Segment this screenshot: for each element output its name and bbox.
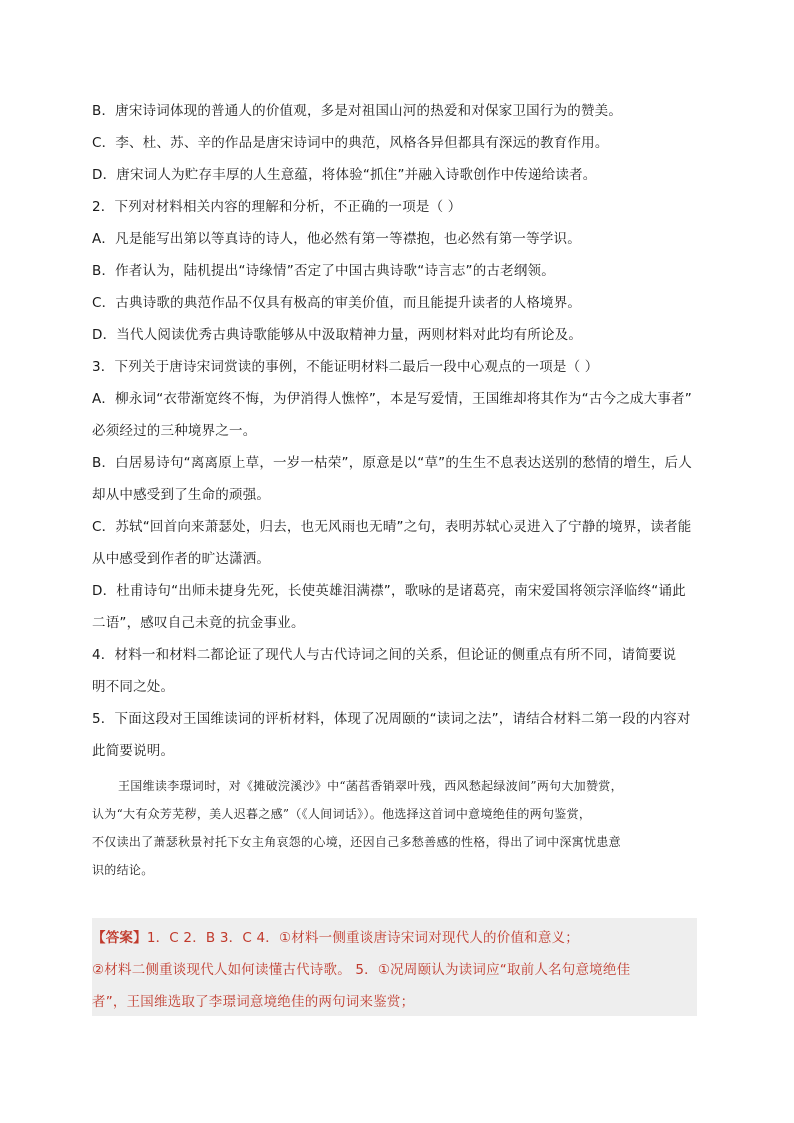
option-line: B．唐宋诗词体现的普通人的价值观，多是对祖国山河的热爱和对保家卫国行为的赞美。 bbox=[92, 103, 623, 119]
option-line-continued: 却从中感受到了生命的顽强。 bbox=[92, 487, 271, 503]
option-line: B．白居易诗句“离离原上草，一岁一枯荣”，原意是以“草”的生生不息表达送别的愁情的增生，后人 bbox=[92, 455, 692, 471]
option-line-continued: 从中感受到作者的旷达潇洒。 bbox=[92, 551, 271, 567]
question-4-stem-continued: 明不同之处。 bbox=[92, 679, 175, 695]
quote-line: 不仅读出了萧瑟秋景衬托下女主角哀怨的心境，还因自己多愁善感的性格，得出了词中深寓忧患意 bbox=[92, 835, 621, 849]
quote-line: 认为“大有众芳芜秽，美人迟暮之感”（《人间词话》）。他选择这首词中意境绝佳的两句鉴赏， bbox=[92, 807, 592, 821]
option-line: C．古典诗歌的典范作品不仅具有极高的审美价值，而且能提升读者的人格境界。 bbox=[92, 295, 582, 311]
question-4-stem: 4．材料一和材料二都论证了现代人与古代诗词之间的关系，但论证的侧重点有所不同，请简要说 bbox=[92, 647, 677, 663]
question-2-stem: 2．下列对材料相关内容的理解和分析，不正确的一项是（ ） bbox=[92, 199, 462, 215]
option-line: A．凡是能写出第以等真诗的诗人，他必然有第一等襟抱，也必然有第一等学识。 bbox=[92, 231, 581, 247]
answer-text: 1．C 2．B 3．C 4．①材料一侧重谈唐诗宋词对现代人的价值和意义； bbox=[146, 930, 579, 946]
answer-line bbox=[92, 928, 579, 948]
question-3-stem: 3．下列关于唐诗宋词赏读的事例，不能证明材料二最后一段中心观点的一项是（ ） bbox=[92, 359, 599, 375]
option-line: D．杜甫诗句“出师未捷身先死，长使英雄泪满襟”，歌咏的是诸葛亮，南宋爱国将领宗泽临终“诵此 bbox=[92, 583, 686, 599]
answer-line: ②材料二侧重谈现代人如何读懂古代诗歌。 5．①况周颐认为读词应“取前人名句意境绝佳 bbox=[92, 962, 631, 978]
option-line-continued: 必须经过的三种境界之一。 bbox=[92, 423, 257, 439]
option-line: A．柳永词“衣带渐宽终不悔，为伊消得人憔悴”，本是写爱情，王国维却将其作为“古今之成大事者” bbox=[92, 391, 692, 407]
option-line: C．苏轼“回首向来萧瑟处，归去，也无风雨也无晴”之句，表明苏轼心灵进入了宁静的境界，读者能 bbox=[92, 519, 692, 535]
option-line: D．当代人阅读优秀古典诗歌能够从中汲取精神力量，两则材料对此均有所论及。 bbox=[92, 327, 583, 343]
option-line-continued: 二语”，感叹自己未竟的抗金事业。 bbox=[92, 615, 305, 631]
quote-line: 识的结论。 bbox=[92, 863, 154, 877]
question-5-stem: 5．下面这段对王国维读词的评析材料，体现了况周颐的“读词之法”，请结合材料二第一段的内容对 bbox=[92, 711, 691, 727]
answer-tag: 【答案】 bbox=[92, 930, 147, 946]
question-5-stem-continued: 此简要说明。 bbox=[92, 743, 175, 759]
option-line: D．唐宋词人为贮存丰厚的人生意蕴，将体验“抓住”并融入诗歌创作中传递给读者。 bbox=[92, 167, 597, 183]
quote-line: 王国维读李璟词时，对《摊破浣溪沙》中“菡萏香销翠叶残，西风愁起绿波间”两句大加赞赏， bbox=[118, 779, 623, 793]
answer-line: 者”，王国维选取了李璟词意境绝佳的两句词来鉴赏； bbox=[92, 994, 415, 1010]
option-line: C．李、杜、苏、辛的作品是唐宋诗词中的典范，风格各异但都具有深远的教育作用。 bbox=[92, 135, 609, 151]
option-line: B．作者认为，陆机提出“诗缘情”否定了中国古典诗歌“诗言志”的古老纲领。 bbox=[92, 263, 555, 279]
